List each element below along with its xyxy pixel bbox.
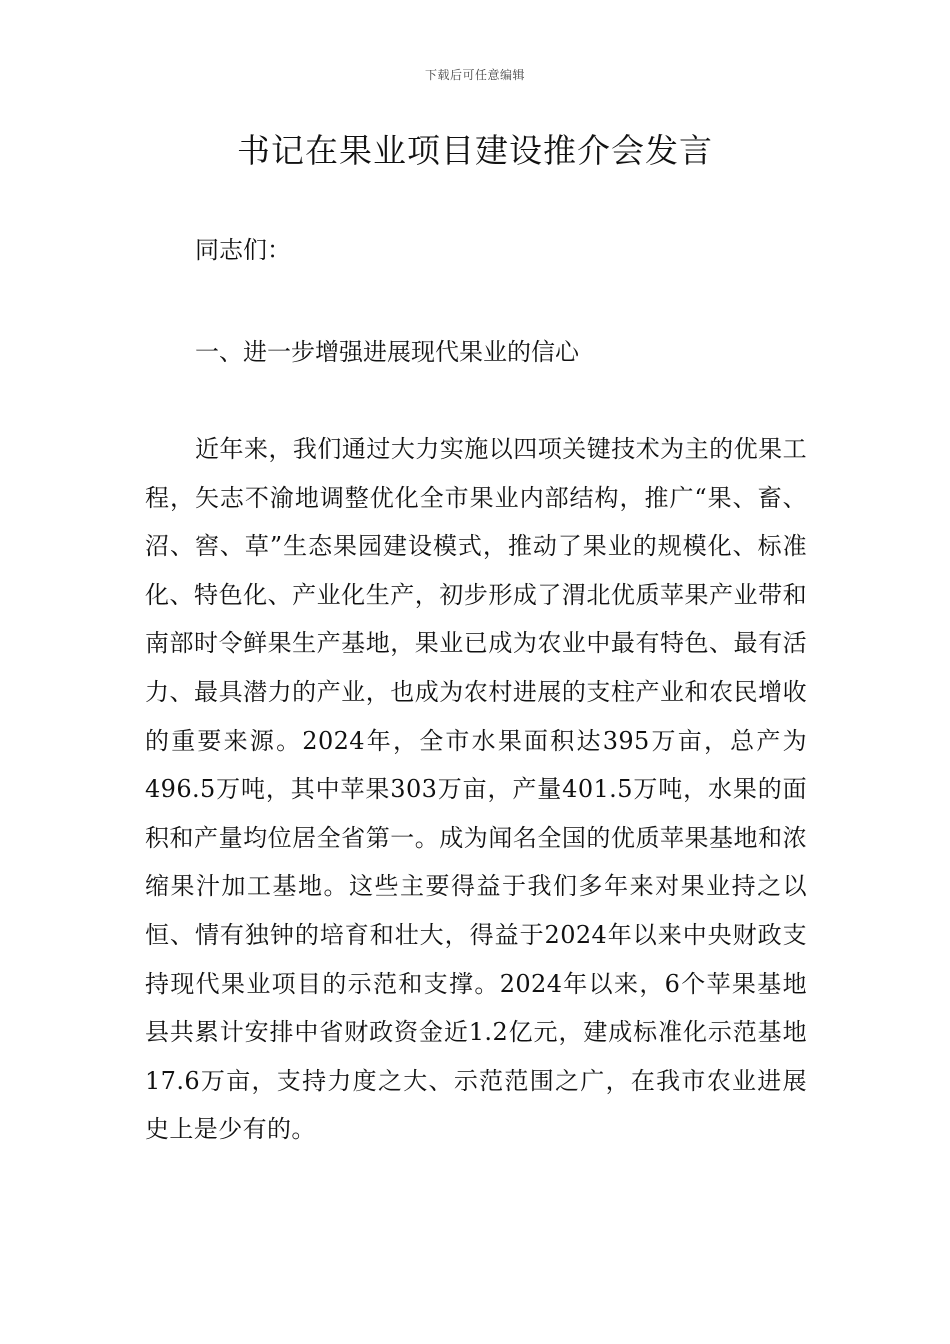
section-heading: 一、进一步增强进展现代果业的信心	[195, 338, 579, 366]
document-title: 书记在果业项目建设推介会发言	[237, 131, 713, 170]
body-paragraph: 近年来，我们通过大力实施以四项关键技术为主的优果工程，矢志不渝地调整优化全市果业内部结构，推广“果、畜、沼、窖、草”生态果园建设模式，推动了果业的规模化、标准化、特色化、产业化生产，初步形成了渭北优质苹果产业带和南部时令鲜果生产基地，果业已成为农业中最有特色、最有活力、最具潜力的产业，也成为农村进展的支柱产业和农民增收的重要来源。2024年，全市水果面积达395万亩，总产为496.5万吨，其中苹果303万亩，产量401.5万吨，水果的面积和产量均位居全省第一。成为闻名全国的优质苹果基地和浓缩果汁加工基地。这些主要得益于我们多年来对果业持之以恒、情有独钟的培育和壮大，得益于2024年以来中央财政支持现代果业项目的示范和支撑。2024年以来，6个苹果基地县共累计安排中省财政资金近1.2亿元，建成标准化示范基地17.6万亩，支持力度之大、示范范围之广，在我市农业进展史上是少有的。	[145, 435, 807, 1144]
header-note: 下载后可任意编辑	[424, 68, 525, 82]
salutation: 同志们：	[195, 236, 291, 264]
